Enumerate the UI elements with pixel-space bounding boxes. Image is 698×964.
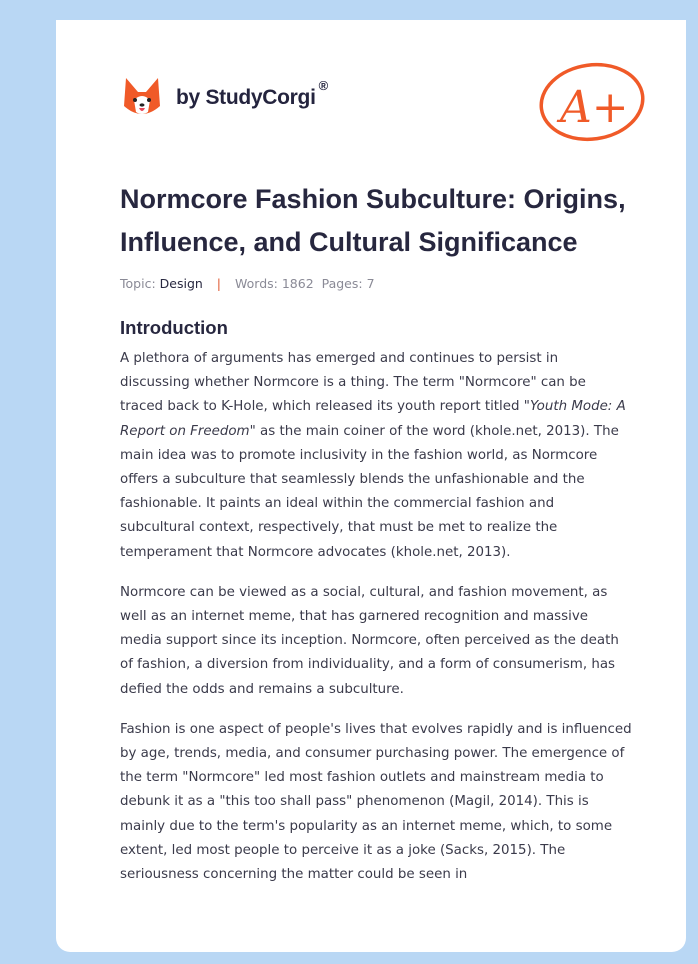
studycorgi-logo[interactable] (122, 76, 328, 120)
page-title: Normcore Fashion Subculture: Origins, Influence, and Cultural Significance (120, 184, 626, 257)
paragraph: Fashion is one aspect of people's lives that evolves rapidly and is influenced by age, trends, media, and consumer purchasing power. The emergence of the term "Normcore" led most fashion outlets and mainstream media to debunk it as a "this too shall pass" phenomenon (Magil, 2014). This is mainly due to the term's popularity as an internet meme, which, to some extent, led most people to perceive it as a joke (Sacks, 2015). The seriousness concerning the matter could be seen in (120, 721, 632, 883)
word-count: 1862 (281, 276, 314, 291)
corgi-icon (122, 76, 162, 120)
brand-name: by StudyCorgi® (176, 78, 328, 109)
svg-text:A+: A+ (560, 82, 629, 133)
document-page (56, 20, 686, 952)
article (120, 178, 632, 903)
a-plus-grade-icon (538, 60, 648, 144)
article-meta: Topic: Design | Words: 1862 Pages: 7 (120, 276, 375, 291)
paragraph: Normcore can be viewed as a social, cultural, and fashion movement, as well as an internet meme, that has garnered recognition and massive media support since its inception. Normcore, often perceived as the death of fashion, a diversion from individuality, and a form of consumerism, has defied the odds and remains a subculture. (120, 584, 619, 697)
paragraph: A plethora of arguments has emerged and continues to persist in discussing whether Normcore is a thing. The term "Normcore" can be traced back to K-Hole, which released its youth report titled "Youth Mode: A Report on Freedom" as the main coiner of the word (khole.net, 2013). The main idea was to promote inclusivity in the fashion world, as Normcore offers a subculture that seamlessly blends the unfashionable and the fashionable. It paints an ideal within the commercial fashion and subcultural context, respectively, that must be met to realize the temperament that Normcore advocates (khole.net, 2013). (120, 351, 626, 560)
page-count: 7 (366, 276, 375, 291)
section-heading: Introduction (120, 317, 228, 338)
topic-link[interactable]: Design (159, 276, 203, 291)
